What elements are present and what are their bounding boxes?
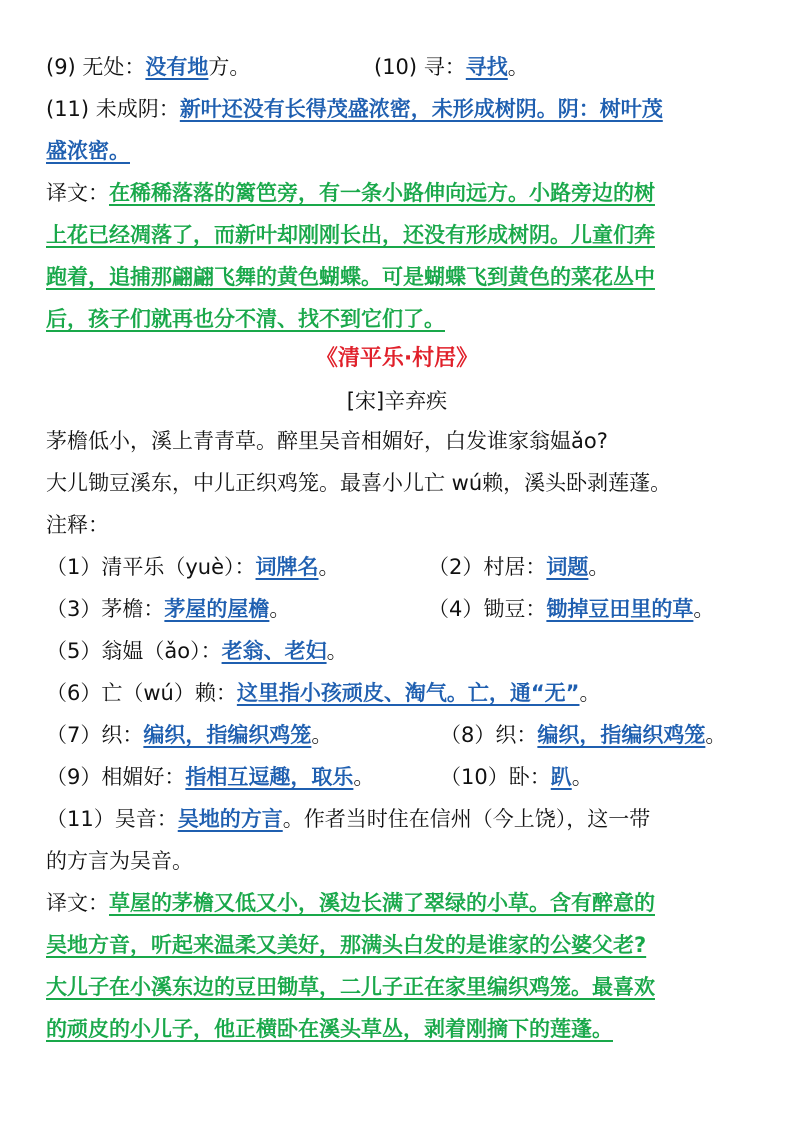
note-11 (46, 94, 663, 124)
note-10-value: 寻找 (465, 55, 508, 79)
translation-2-line-2: 吴地方音，听起来温柔又美好，那满头白发的是谁家的公婆父老? (46, 933, 647, 957)
translation-1-line-4: 后，孩子们就再也分不清、找不到它们了。 (46, 307, 445, 331)
note-item-7: （7）织：编织，指编织鸡笼。 (46, 723, 333, 747)
note-item-4: （4）锄豆：锄掉豆田里的草。 (428, 597, 715, 621)
note-10-tail: 。 (507, 55, 529, 79)
note-10 (374, 52, 529, 82)
note-9-value: 没有地 (145, 55, 209, 79)
note-item-2: （2）村居：词题。 (428, 555, 610, 579)
translation-1-line-2: 上花已经凋落了，而新叶却刚刚长出，还没有形成树阴。儿童们奔 (46, 223, 655, 247)
note-9 (46, 52, 250, 82)
note-item-1: （1）清平乐（yuè）：词牌名。 (46, 555, 340, 579)
note-item-8: （8）织：编织，指编织鸡笼。 (440, 723, 727, 747)
note-9-tail: 方。 (208, 55, 251, 79)
note-item-5: （5）翁媪（ǎo）：老翁、老妇。 (46, 639, 348, 663)
note-9-label: (9) 无处： (46, 55, 146, 79)
translation-2-line-1: 译文：草屋的茅檐又低又小，溪边长满了翠绿的小草。含有醉意的 (46, 891, 655, 915)
poem-line-1: 茅檐低小，溪上青青草。醉里吴音相媚好，白发谁家翁媪ǎo? (46, 429, 608, 453)
note-item-9: （9）相媚好：指相互逗趣，取乐。 (46, 765, 375, 789)
translation-1-line-1: 译文：在稀稀落落的篱笆旁，有一条小路伸向远方。小路旁边的树 (46, 181, 655, 205)
translation-2-line-4: 的顽皮的小儿子，他正横卧在溪头草丛，剥着刚摘下的莲蓬。 (46, 1017, 613, 1041)
poem-title: 《清平乐·村居》 (315, 346, 479, 371)
note-item-11: （11）吴音：吴地的方言。作者当时住在信州（今上饶），这一带 (46, 807, 651, 831)
poem-author: [宋]辛弃疾 (346, 389, 448, 413)
translation-2-label: 译文： (46, 891, 109, 915)
notes-heading: 注释： (46, 513, 109, 537)
note-item-10: （10）卧：趴。 (440, 765, 593, 789)
note-item-6: （6）亡（wú）赖：这里指小孩顽皮、淘气。亡，通“无”。 (46, 681, 601, 705)
translation-1-label: 译文： (46, 181, 109, 205)
note-11-label: (11) 未成阴： (46, 97, 180, 121)
note-11-cont (46, 136, 130, 166)
translation-2-line-3: 大儿子在小溪东边的豆田锄草，二儿子正在家里编织鸡笼。最喜欢 (46, 975, 655, 999)
note-11-value-line1: 新叶还没有长得茂盛浓密，未形成树阴。阴：树叶茂 (179, 97, 663, 121)
translation-1-line-3: 跑着，追捕那翩翩飞舞的黄色蝴蝶。可是蝴蝶飞到黄色的菜花丛中 (46, 265, 655, 289)
poem-line-2: 大儿锄豆溪东，中儿正织鸡笼。最喜小儿亡 wú赖，溪头卧剥莲蓬。 (46, 471, 672, 495)
note-item-3: （3）茅檐：茅屋的屋檐。 (46, 597, 291, 621)
note-10-label: (10) 寻： (374, 55, 466, 79)
note-item-11-cont: 的方言为吴音。 (46, 849, 193, 873)
note-11-value-line2: 盛浓密。 (46, 139, 130, 163)
